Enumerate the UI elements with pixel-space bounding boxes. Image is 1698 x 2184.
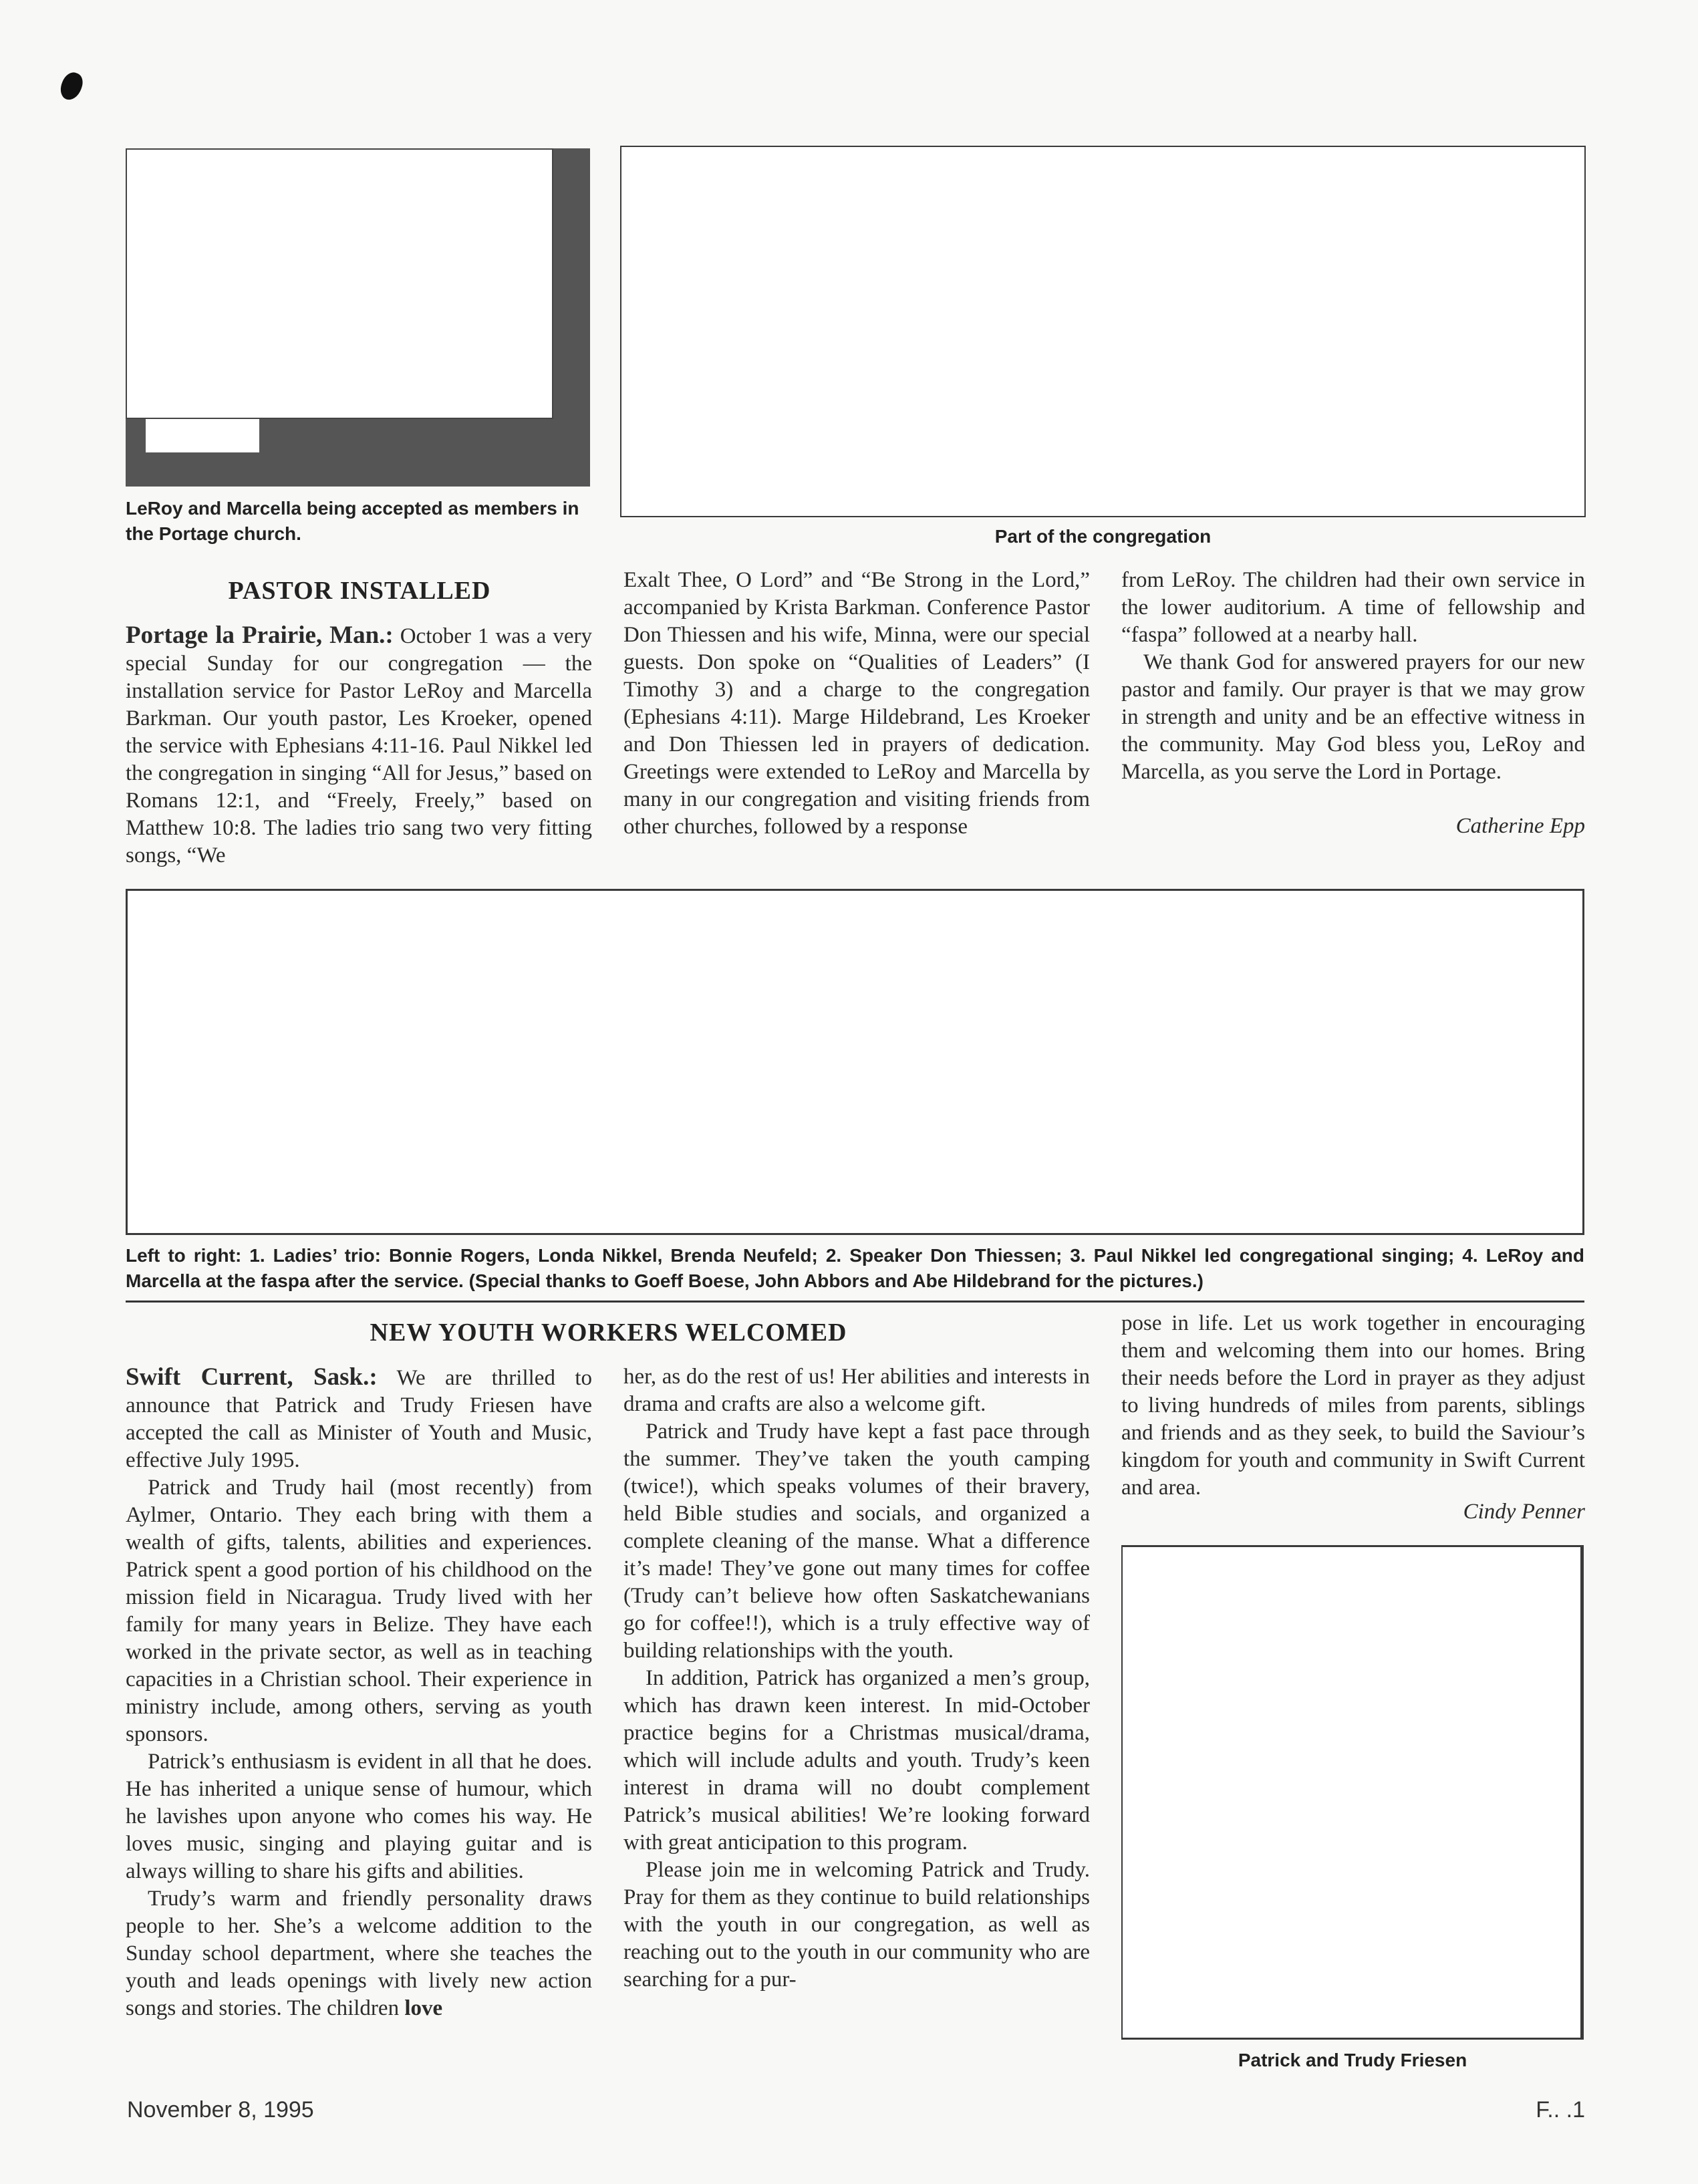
article1-col1-text: October 1 was a very special Sunday for our congregation — the installation service for Pastor LeRoy and Marcella Barkman. Our youth pastor, Les Kroeker, opened the service with Ephesians 4:11-16. Paul Nikkel led the congregation in singing “All for Jesus,” based on Romans 12:1, and “Freely, Freely,” based on Matthew 10:8. The ladies trio sang two very fitting songs, “We [126,624,593,867]
article2-column-2 [623,1363,1090,1994]
photo-members-accepted-blank2 [146,419,259,452]
article2-col1-p4: Trudy’s warm and friendly personality draws people to her. She’s a welcome addition to the Sunday school department, where she teaches the youth and leads openings with lively new action songs and stories. The children [126,1887,592,2020]
article2-col2-p2: Patrick and Trudy have kept a fast pace through the summer. They’ve taken the youth camping (twice!), which speaks volumes of their bravery, held Bible studies and socials, and organized a complete cleaning of the manse. What a difference it’s made! They’ve gone out many times for coffee (Trudy can’t believe how often Saskatchewanians go for coffee!!), which is a truly effective way of building relationships with the youth. [623,1419,1090,1663]
article2-col1-p2: Patrick and Trudy hail (most recently) from Aylmer, Ontario. They each bring with them a wealth of gifts, talents, abilities and experiences. Patrick spent a good portion of his childhood on the mission field in Nicaragua. Trudy lived with her family for many years in Belize. They have each worked in the private sector, as well as in teaching capacities in a Christian school. Their experience in ministry include, among others, serving as youth sponsors. [126,1476,592,1746]
photo-members-accepted-blank [126,148,553,419]
photo-congregation-caption: Part of the congregation [994,526,1212,547]
photo-members-caption: LeRoy and Marcella being accepted as members in the Portage church. [126,498,579,544]
article1-column-3 [1121,567,1585,786]
article1-column-2 [623,567,1090,841]
photo-members-accepted [126,148,590,487]
article2-place: Swift Current, Sask.: [126,1363,378,1391]
page-number-mark: F.. .1 [1536,2097,1585,2123]
article1-place: Portage la Prairie, Man.: [126,622,394,649]
article2-column-3 [1121,1310,1585,1502]
wide-photo-caption: Left to right: 1. Ladies’ trio: Bonnie Rogers, Londa Nikkel, Brenda Neufeld; 2. Speaker Don Thiessen; 3. Paul Nikkel led congregational singing; 4. LeRoy and Marcella at the faspa after the service. (Special thanks to Goeff Boese, John Abbors and Abe Hildebrand for the pictures.) [126,1245,1584,1291]
article1-col2-text: Exalt Thee, O Lord” and “Be Strong in the Lord,” accompanied by Krista Barkman. Conference Pastor Don Thiessen and his wife, Minna, were our special guests. Don spoke on “Qualities of Leaders” (I Timothy 3) and a charge to the congregation (Ephesians 4:11). Marge Hildebrand, Les Kroeker and Don Thiessen led in prayers of dedication. Greetings were extended to LeRoy and Marcella by many in our congregation and visiting friends from other churches, followed by a response [623,568,1090,839]
photo-friesens [1121,1545,1584,2040]
article2-column-1 [126,1363,592,2022]
youth-workers-title: NEW YOUTH WORKERS WELCOMED [370,1319,847,1347]
pastor-installed-title: PASTOR INSTALLED [228,577,491,605]
article2-col1-p1: We are thrilled to announce that Patrick and Trudy Friesen have accepted the call as Minister of Youth and Music, effective July 1995. [126,1366,592,1472]
article1-col3-p1: from LeRoy. The children had their own service in the lower auditorium. A time of fellowship and “faspa” followed at a nearby hall. [1121,568,1585,647]
article1-signature: Catherine Epp [1455,814,1585,838]
article2-col2-p1: her, as do the rest of us! Her abilities and interests in drama and crafts are also a welcome gift. [623,1365,1090,1416]
section-divider [126,1301,1584,1303]
article1-col3-p2: We thank God for answered prayers for our new pastor and family. Our prayer is that we may grow in strength and unity and be an effective witness in the community. May God bless you, LeRoy and Marcella, as you serve the Lord in Portage. [1121,650,1585,784]
scan-speck [57,70,86,103]
article2-col2-p4: Please join me in welcoming Patrick and Trudy. Pray for them as they continue to build relationships with the youth in our congregation, as well as reaching out to the youth in our community who are searching for a pur- [623,1858,1090,1992]
issue-date: November 8, 1995 [127,2097,314,2123]
article1-column-1 [126,622,592,869]
article2-signature: Cindy Penner [1463,1500,1585,1524]
photo-wide-strip [126,889,1584,1235]
article2-col1-p3: Patrick’s enthusiasm is evident in all that he does. He has inherited a unique sense of humour, which he lavishes upon anyone who comes his way. He loves music, singing and playing guitar and is always willing to share his gifts and abilities. [126,1750,592,1883]
article2-col1-love: love [404,1996,443,2020]
photo-friesens-caption: Patrick and Trudy Friesen [1238,2050,1467,2070]
photo-congregation [620,146,1586,517]
article2-col2-p3: In addition, Patrick has organized a men’s group, which has drawn keen interest. In mid-October practice begins for a Christmas musical/drama, which will include adults and youth. Trudy’s keen interest in drama will no doubt complement Patrick’s musical abilities! We’re looking forward with great anticipation to this program. [623,1666,1090,1855]
article2-col3-p1: pose in life. Let us work together in encouraging them and welcoming them into our homes. Bring their needs before the Lord in prayer as they adjust to living hundreds of miles from parents, siblings and friends and as they seek, to build the Saviour’s kingdom for youth and community in Swift Current and area. [1121,1311,1585,1500]
